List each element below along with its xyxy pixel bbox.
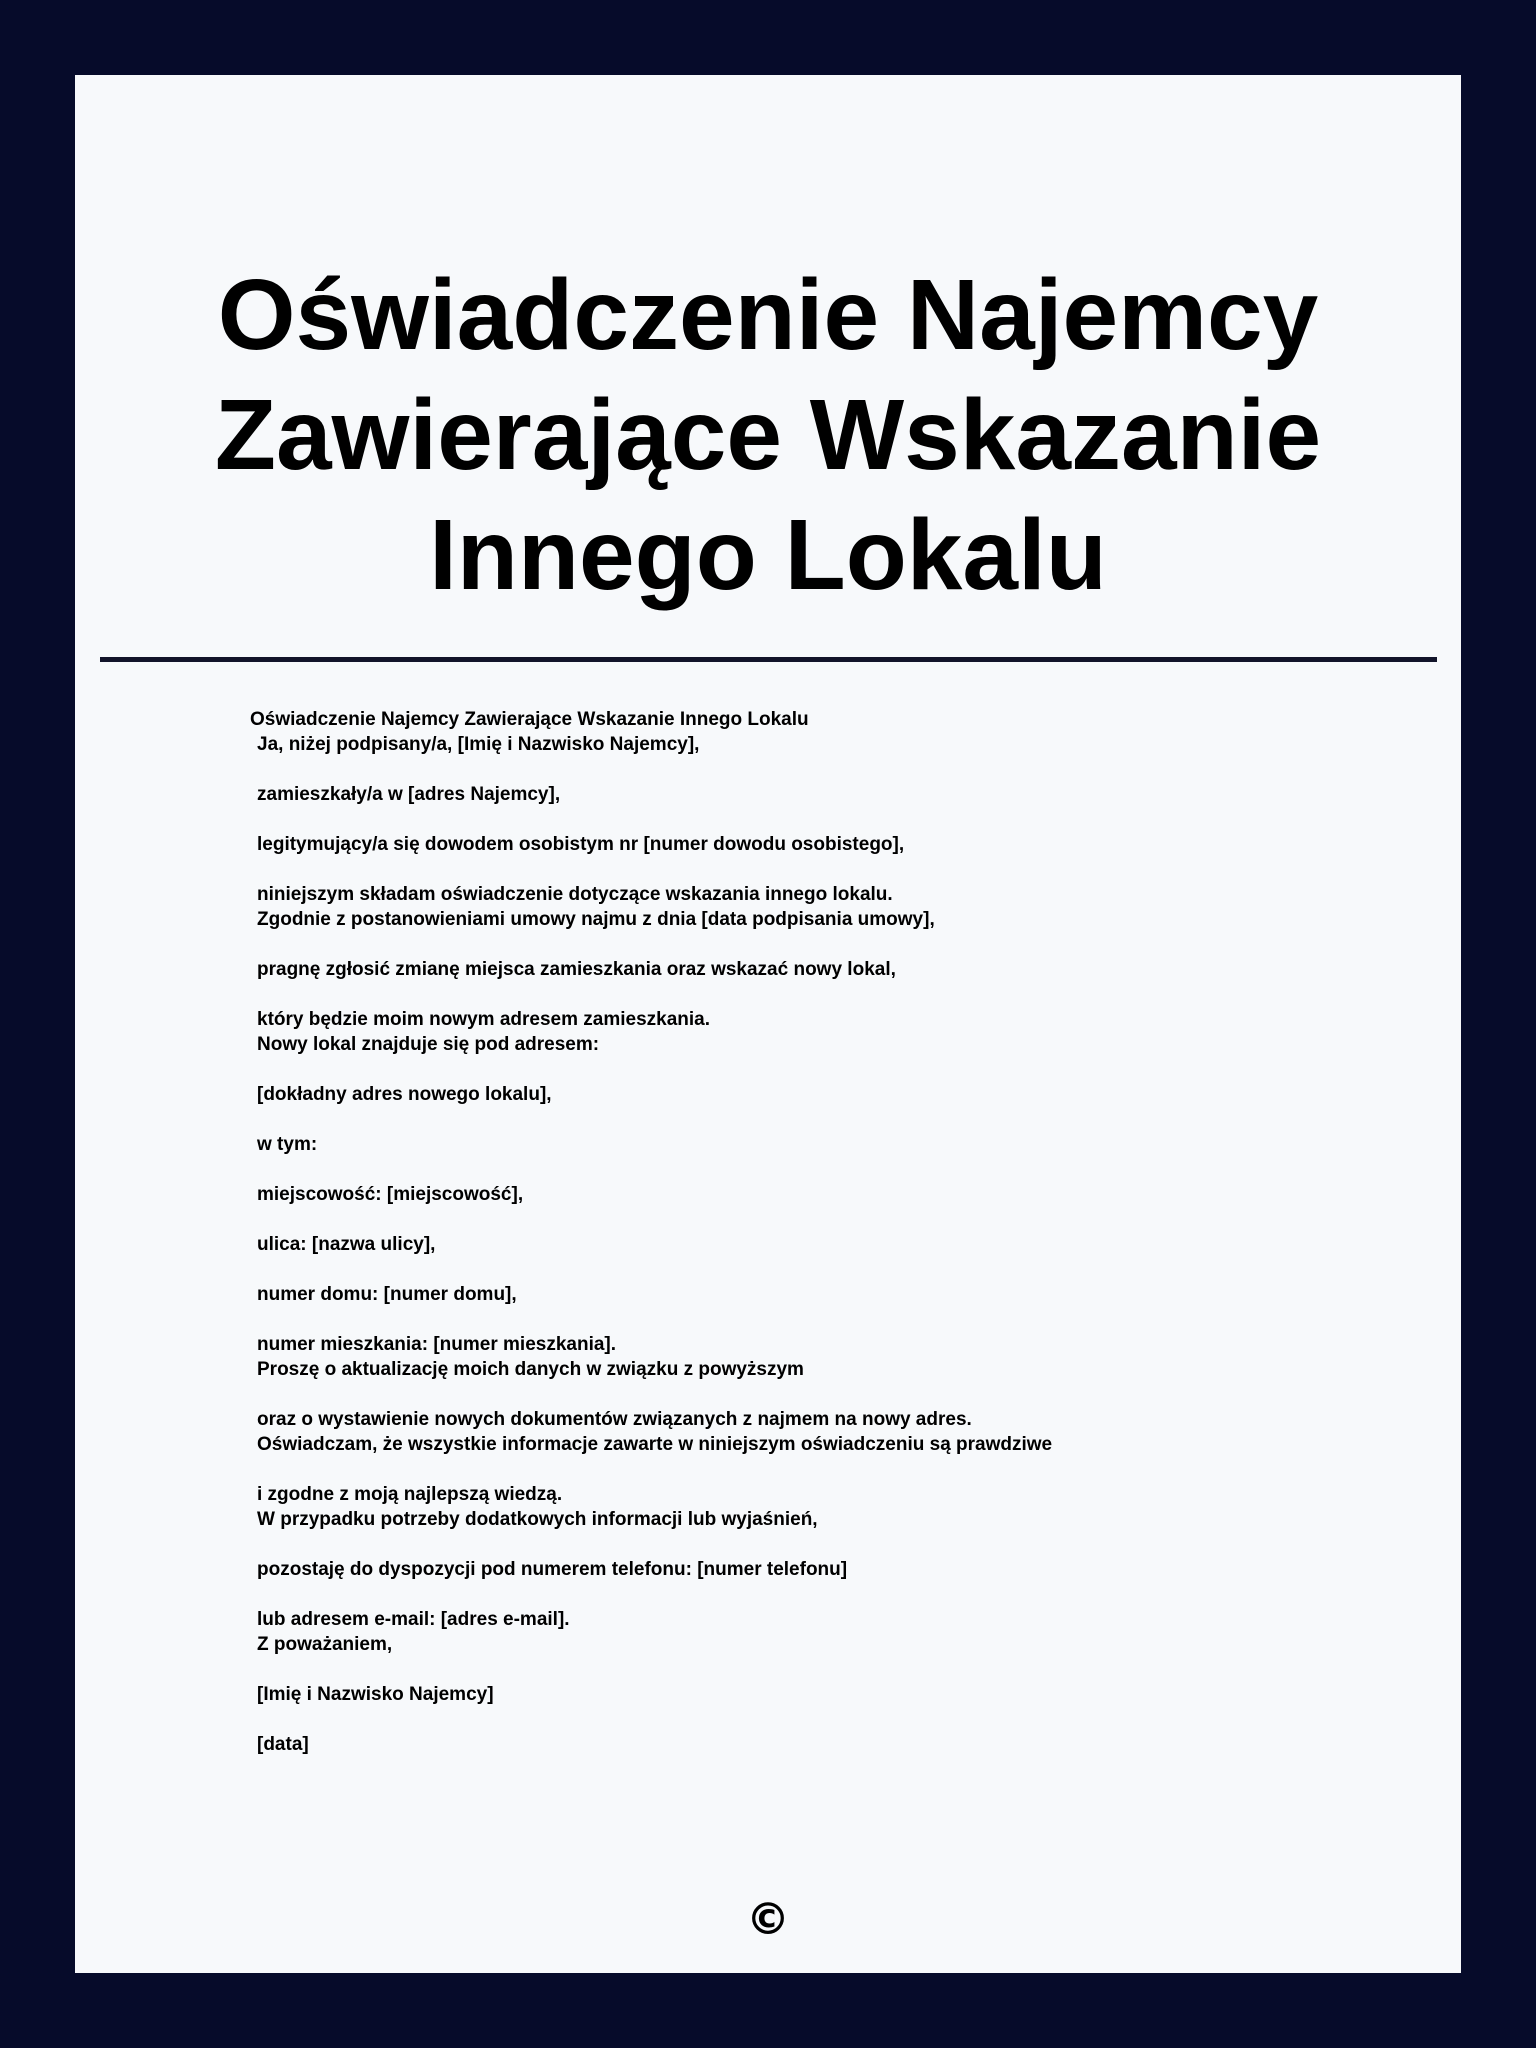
paragraph: [250, 732, 1250, 907]
line-spacer: [257, 1307, 1250, 1332]
text-line: lub adresem e-mail: [adres e-mail].: [257, 1609, 570, 1630]
text-line: [dokładny adres nowego lokalu],: [257, 1084, 552, 1105]
text-line: pragnę zgłosić zmianę miejsca zamieszkania oraz wskazać nowy lokal,: [257, 959, 896, 980]
text-line: niniejszym składam oświadczenie dotyczące wskazania innego lokalu.: [257, 884, 893, 905]
line-spacer: [257, 807, 1250, 832]
text-line: i zgodne z moją najlepszą wiedzą.: [257, 1484, 563, 1505]
text-line: legitymujący/a się dowodem osobistym nr [numer dowodu osobistego],: [257, 834, 905, 855]
text-line: pozostaję do dyspozycji pod numerem telefonu: [numer telefonu]: [257, 1559, 848, 1580]
document-page: [75, 75, 1461, 1973]
line-spacer: [257, 757, 1250, 782]
text-line: który będzie moim nowym adresem zamieszkania.: [257, 1009, 711, 1030]
document-body: [250, 707, 1250, 1757]
line-spacer: [257, 1657, 1250, 1682]
paragraph: [250, 1632, 1250, 1757]
text-line: oraz o wystawienie nowych dokumentów związanych z najmem na nowy adres.: [257, 1409, 972, 1430]
paragraph: [250, 1032, 1250, 1357]
text-line: Ja, niżej podpisany/a, [Imię i Nazwisko Najemcy],: [257, 734, 700, 755]
paragraph: [250, 1507, 1250, 1632]
text-line: Nowy lokal znajduje się pod adresem:: [257, 1034, 600, 1055]
text-line: Zgodnie z postanowieniami umowy najmu z dnia [data podpisania umowy],: [257, 909, 935, 930]
paragraph-list: [250, 732, 1250, 1757]
line-spacer: [257, 1107, 1250, 1132]
text-line: Proszę o aktualizację moich danych w związku z powyższym: [257, 1359, 804, 1380]
text-line: w tym:: [257, 1134, 318, 1155]
text-line: [data]: [257, 1734, 309, 1755]
line-spacer: [257, 1257, 1250, 1282]
line-spacer: [257, 1382, 1250, 1407]
line-spacer: [257, 1532, 1250, 1557]
line-spacer: [257, 857, 1250, 882]
text-line: zamieszkały/a w [adres Najemcy],: [257, 784, 561, 805]
text-line: numer mieszkania: [numer mieszkania].: [257, 1334, 617, 1355]
text-line: Z poważaniem,: [257, 1634, 393, 1655]
text-line: W przypadku potrzeby dodatkowych informacji lub wyjaśnień,: [257, 1509, 818, 1530]
copyright-icon: ©: [746, 1894, 790, 1945]
paragraph: [250, 1432, 1250, 1507]
title-divider: [100, 657, 1437, 662]
document-title: Oświadczenie Najemcy Zawierające Wskazanie Innego Lokalu: [214, 259, 1322, 611]
text-line: miejscowość: [miejscowość],: [257, 1184, 524, 1205]
line-spacer: [257, 1707, 1250, 1732]
text-line: ulica: [nazwa ulicy],: [257, 1234, 436, 1255]
line-spacer: [257, 1582, 1250, 1607]
line-spacer: [257, 932, 1250, 957]
line-spacer: [257, 1207, 1250, 1232]
line-spacer: [257, 1457, 1250, 1482]
body-heading: Oświadczenie Najemcy Zawierające Wskazanie Innego Lokalu: [250, 709, 809, 730]
text-line: [Imię i Nazwisko Najemcy]: [257, 1684, 494, 1705]
line-spacer: [257, 1157, 1250, 1182]
paragraph: [250, 907, 1250, 1032]
text-line: Oświadczam, że wszystkie informacje zawarte w niniejszym oświadczeniu są prawdziwe: [257, 1434, 1053, 1455]
line-spacer: [257, 982, 1250, 1007]
text-line: numer domu: [numer domu],: [257, 1284, 517, 1305]
line-spacer: [257, 1057, 1250, 1082]
paragraph: [250, 1357, 1250, 1432]
